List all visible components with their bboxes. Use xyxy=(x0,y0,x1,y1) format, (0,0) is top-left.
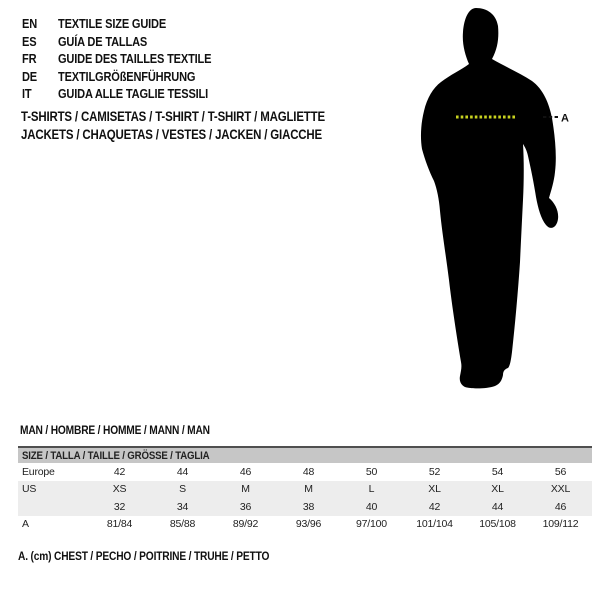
language-row xyxy=(22,85,238,103)
size-cell: S xyxy=(179,483,186,496)
language-code: FR xyxy=(22,51,37,67)
size-cell: 93/96 xyxy=(295,518,322,531)
size-cell: 42 xyxy=(428,500,441,513)
language-guide-title: TEXTILGRÖßENFÜHRUNG xyxy=(58,68,196,84)
size-cell: 52 xyxy=(428,465,441,478)
size-cell: XXL xyxy=(550,483,571,496)
size-cell: 32 xyxy=(113,500,126,513)
size-cell: 36 xyxy=(239,500,252,513)
size-cell: 46 xyxy=(239,465,252,478)
size-cell: L xyxy=(368,483,375,496)
size-cell: 42 xyxy=(113,465,126,478)
size-cell: 48 xyxy=(302,465,315,478)
row-label: A xyxy=(22,518,29,531)
garment-categories-line1: T-SHIRTS / CAMISETAS / T-SHIRT / T-SHIRT / MAGLIETTE xyxy=(21,108,325,124)
row-label: US xyxy=(22,483,37,496)
language-row xyxy=(22,68,238,86)
garment-categories-line2: JACKETS / CHAQUETAS / VESTES / JACKEN / GIACCHE xyxy=(21,126,323,142)
language-list xyxy=(22,15,238,103)
size-cell: 89/92 xyxy=(232,518,259,531)
size-cell: XL xyxy=(428,483,441,496)
language-row xyxy=(22,50,238,68)
table-row-chest xyxy=(18,516,592,534)
language-guide-title: GUIDA ALLE TAGLIE TESSILI xyxy=(58,86,209,102)
row-label: Europe xyxy=(22,465,55,478)
size-cell: 44 xyxy=(491,500,504,513)
size-cell: M xyxy=(304,483,313,496)
size-cell: XL xyxy=(491,483,504,496)
language-code: DE xyxy=(22,68,38,84)
table-row-us-numeric xyxy=(18,498,592,516)
chest-footnote: A. (cm) CHEST / PECHO / POITRINE / TRUHE / PETTO xyxy=(18,549,270,563)
man-silhouette xyxy=(400,0,600,400)
size-cell: 40 xyxy=(365,500,378,513)
size-cell: 54 xyxy=(491,465,504,478)
language-row xyxy=(22,33,238,51)
size-cell: M xyxy=(241,483,250,496)
size-cell: 81/84 xyxy=(106,518,133,531)
size-table-header: SIZE / TALLA / TAILLE / GRÖSSE / TAGLIA xyxy=(18,448,592,463)
size-cell: 101/104 xyxy=(416,518,453,531)
table-row-us xyxy=(18,481,592,499)
size-table xyxy=(18,446,592,533)
language-guide-title: TEXTILE SIZE GUIDE xyxy=(58,16,167,32)
size-cell: 50 xyxy=(365,465,378,478)
size-cell: 85/88 xyxy=(169,518,196,531)
size-cell: 46 xyxy=(554,500,567,513)
size-cell: 44 xyxy=(176,465,189,478)
size-cell: 109/112 xyxy=(542,518,579,531)
language-code: IT xyxy=(22,86,32,102)
size-cell: 34 xyxy=(176,500,189,513)
garment-categories xyxy=(21,107,379,143)
table-row-europe xyxy=(18,463,592,481)
man-silhouette-shape xyxy=(421,8,558,388)
language-code: ES xyxy=(22,33,37,49)
size-cell: 105/108 xyxy=(479,518,516,531)
language-row xyxy=(22,15,238,33)
language-code: EN xyxy=(22,16,38,32)
language-guide-title: GUIDE DES TAILLES TEXTILE xyxy=(58,51,212,67)
size-cell: 38 xyxy=(302,500,315,513)
man-section-title: MAN / HOMBRE / HOMME / MANN / MAN xyxy=(20,423,210,437)
size-cell: XS xyxy=(112,483,127,496)
language-guide-title: GUÍA DE TALLAS xyxy=(58,33,148,49)
size-cell: 56 xyxy=(554,465,567,478)
measure-label-a: A xyxy=(561,112,569,125)
size-cell: 97/100 xyxy=(356,518,387,531)
